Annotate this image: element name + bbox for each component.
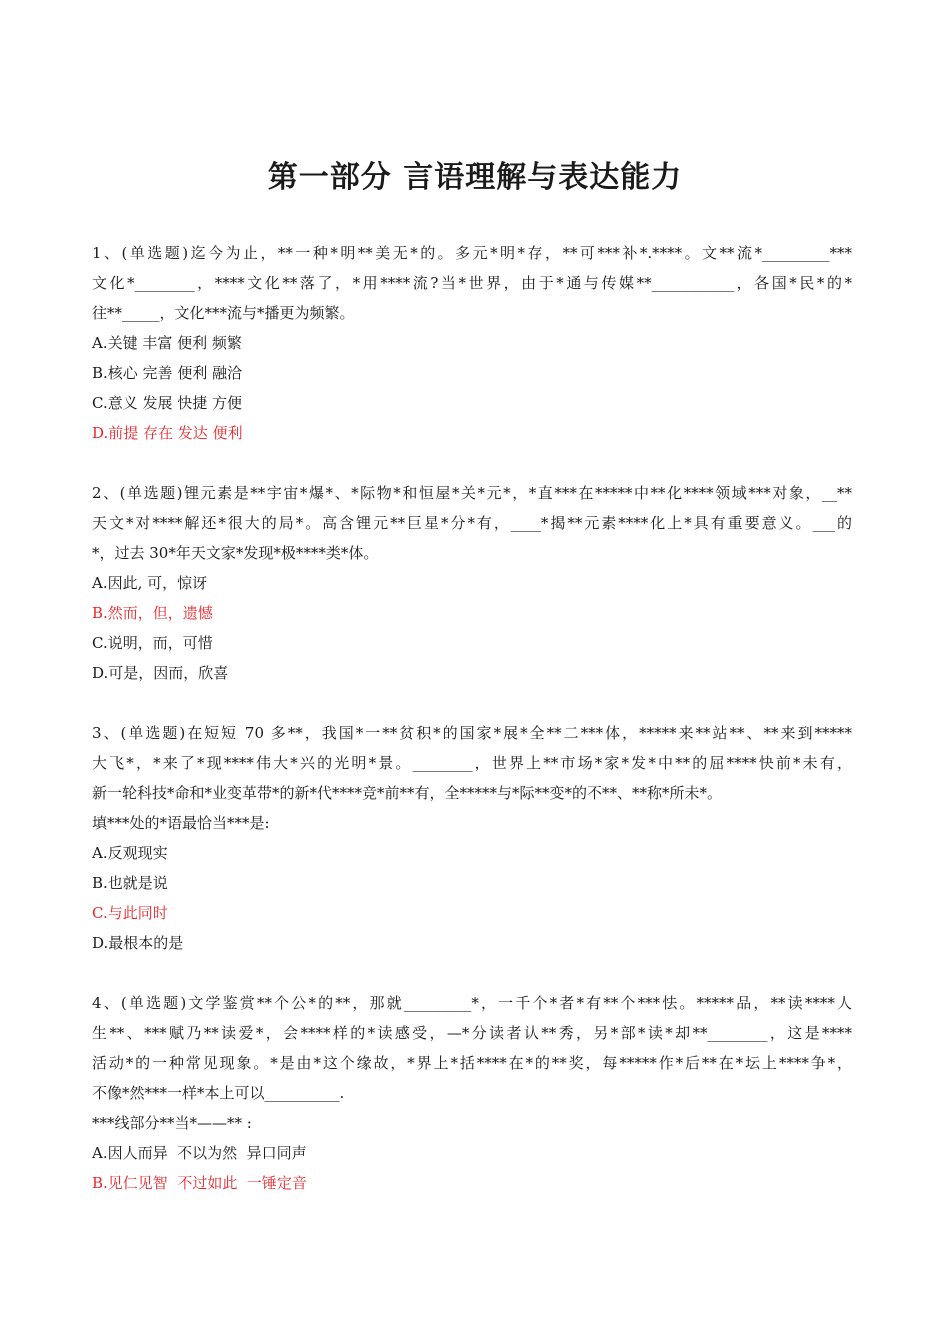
question-1 — [92, 238, 852, 448]
option-b: B.也就是说 — [92, 874, 168, 892]
option-c: C.说明，而，可惜 — [92, 634, 213, 652]
stem-line: 填***处的*语最恰当***是: — [92, 814, 270, 832]
stem-line: 4、(单选题)文学鉴赏**个公*的**，那就_________*，一千个*者*有**个***怯。*****品，**读****人 — [92, 994, 852, 1012]
stem-line: *，过去 30*年天文家*发现*极****类*体。 — [92, 544, 379, 562]
option-d-correct: D.前提 存在 发达 便利 — [92, 424, 243, 442]
option-a: A.关键 丰富 便利 频繁 — [92, 334, 242, 352]
stem-line: 大飞*，*来了*现****伟大*兴的光明*景。________，世界上**市场*家*发*中**的屈****快前*未有， — [92, 754, 852, 772]
stem-line: 3、(单选题)在短短 70 多**，我国*一**贫积*的国家*展*全**二***体，*****来**站**、**来到***** — [92, 724, 852, 742]
option-a: A.因人而异 不以为然 异口同声 — [92, 1144, 307, 1162]
question-4 — [92, 988, 852, 1198]
stem-line: 天文*对****解还*很大的局*。高含锂元**巨星*分*有，____*揭**元素****化上*具有重要意义。___的 — [92, 514, 852, 532]
stem-line: 1、(单选题)迄今为止，**一种*明**美无*的。多元*明*存，**可***补*.****。文**流*_________*** — [92, 244, 852, 262]
stem-line: 活动*的一种常见现象。*是由*这个缘故，*界上*括****在*的**奖，每*****作*后**在*坛上****争*， — [92, 1054, 852, 1072]
option-d: D.可是，因而，欣喜 — [92, 664, 229, 682]
stem-line: 文化*________，****文化**落了，*用****流?当*世界，由于*通与传媒**___________，各国*民*的* — [92, 274, 852, 292]
stem-line: 生**、***赋乃**读爱*，会****样的*读感受，—*分读者认**秀，另*部*读*却**________，这是**** — [92, 1024, 852, 1042]
option-b-correct: B.见仁见智 不过如此 一锤定音 — [92, 1174, 307, 1192]
option-c: C.意义 发展 快捷 方便 — [92, 394, 243, 412]
stem-line: 往**_____，文化***流与*播更为频繁。 — [92, 304, 355, 322]
option-a: A.反观现实 — [92, 844, 168, 862]
question-3 — [92, 718, 852, 958]
stem-line: 2、(单选题)锂元素是**宇宙*爆*、*际物*和恒屋*关*元*，*直***在*****中**化****领域***对象，__** — [92, 484, 852, 502]
stem-line: 新一轮科技*命和*业变革带*的新*代****竞*前**有，全*****与*际**变*的不**、**称*所未*。 — [92, 784, 723, 802]
stem-line: ***线部分**当*——** : — [92, 1114, 252, 1132]
question-stem — [92, 478, 852, 568]
page-title: 第一部分 言语理解与表达能力 — [267, 160, 683, 195]
question-stem — [92, 718, 852, 838]
option-b: B.核心 完善 便利 融洽 — [92, 364, 243, 382]
question-2 — [92, 478, 852, 688]
option-c-correct: C.与此同时 — [92, 904, 168, 922]
option-b-correct: B.然而，但，遗憾 — [92, 604, 213, 622]
option-d: D.最根本的是 — [92, 934, 184, 952]
question-stem — [92, 988, 852, 1138]
question-stem — [92, 238, 852, 328]
stem-line: 不像*然***一样*本上可以__________. — [92, 1084, 345, 1102]
option-a: A.因此, 可，惊讶 — [92, 574, 208, 592]
